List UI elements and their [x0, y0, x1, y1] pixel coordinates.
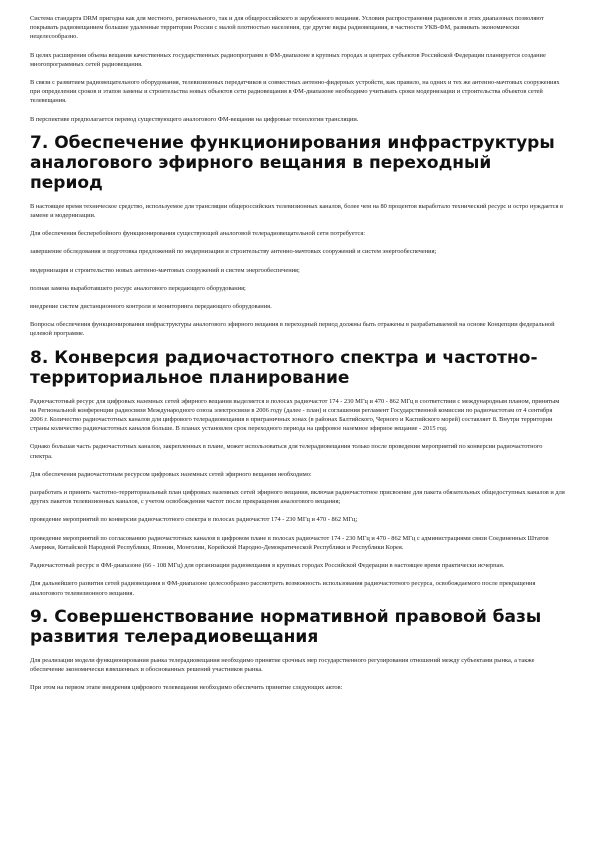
section-8-heading: 8. Конверсия радиочастотного спектра и частотно-территориальное планирование [30, 347, 538, 388]
section-8-paragraph: Однако большая часть радиочастотных каналов, закрепленных в плане, может использоваться для телерадиовещания только после проведения мероприятий по конверсии радиочастотного спектра. [30, 443, 543, 460]
section-7-paragraph: Вопросы обеспечения функционирования инфраструктуры аналогового эфирного вещания в переходный период должны быть отражены в разрабатываемой на основе Концепции федеральной целевой программе. [30, 321, 555, 338]
intro-paragraph: В связи с развитием радиовещательного оборудования, телевизионных передатчиков и совместных антенно-фидерных устройств, как правило, на одних и тех же антенно-мачтовых сооружениях при определении сроков и этапов замены и строительства новых объектов сети радиовещания в ФМ-диапазоне необходимо учитывать сроки модернизации и строительства объектов сетей телевещания. [30, 79, 560, 105]
section-9-paragraph: Для реализации модели функционирования рынка телерадиовещания необходимо принятие срочных мер государственного регулирования отношений между субъектами рынка, а также обеспечение экономически взвешенных и обоснованных решений участников рынка. [30, 656, 535, 673]
section-9-heading: 9. Совершенствование нормативной правовой базы развития телерадиовещания [30, 606, 542, 647]
intro-paragraph: Система стандарта DRM пригодна как для местного, регионального, так и для общероссийского и зарубежного вещания. Условия распространения радиоволн в этих диапазонах позволяют покрывать радиовещанием большие удаленные территории России с малой плотностью населения, где другие виды радиовещания, в частности УКВ-ФМ, развивать экономически нецелесообразно. [30, 15, 544, 41]
section-9-paragraph: При этом на первом этапе внедрения цифрового телевещания необходимо обеспечить принятие следующих актов: [30, 684, 343, 692]
section-8-paragraph: Для обеспечения радиочастотным ресурсом цифровых наземных сетей эфирного вещания необходимо: [30, 470, 312, 478]
intro-paragraph: В перспективе предполагается перевод существующего аналогового ФМ-вещания на цифровые технологии трансляции. [30, 115, 359, 123]
section-8-paragraph: Радиочастотный ресурс для цифровых наземных сетей эфирного вещания выделяется в полосах радиочастот 174 - 230 МГц и 470 - 862 МГц в соответствии с международным планом, принятым на Региональной конференции радиосвязи Международного союза электросвязи в 2006 году (далее - план) и соглашения регламент Государственной комиссии по радиочастотам от 4 сентября 2006 г. Количество радиочастотных каналов для цифрового телерадиовещания в приграничных зонах (в районах Балтийского, Черного и Каспийского морей) составляет 8. Внутри территории страны количество радиочастотных каналов больше. В планах установлен срок переходного периода на цифровое наземное эфирное вещание - 2015 год. [30, 397, 560, 433]
section-7-paragraph: завершение обследования и подготовка предложений по модернизации и строительству антенно-мачтовых сооружений и систем энергообеспечения; [30, 248, 437, 256]
section-7-paragraph: В настоящее время техническое средство, используемое для трансляции общероссийских телевизионных каналов, более чем на 80 процентов выработало технический ресурс и остро нуждается в замене и модернизации. [30, 202, 564, 220]
intro-paragraph: В целях расширения объема вещания качественных государственных радиопрограмм в ФМ-диапазоне в крупных городах и центрах субъектов Российской Федерации планируется создание многопрограммных сетей радиовещания. [30, 51, 546, 68]
section-7-paragraph: полная замена выработавшего ресурс аналогового передающего оборудования; [30, 284, 246, 292]
section-7-paragraph: модернизация и строительство новых антенно-мачтовых сооружений и систем энергообеспечения; [30, 266, 300, 274]
section-7-paragraph: Для обеспечения бесперебойного функционирования существующей аналоговой телерадиовещательной сети потребуется: [30, 230, 366, 238]
section-7-paragraph: внедрение систем дистанционного контроля и мониторинга передающего оборудования. [30, 303, 272, 311]
section-8-paragraph: проведение мероприятий по конверсии радиочастотного спектра в полосах радиочастот 174 - 230 МГц и 470 - 862 МГц; [30, 516, 358, 524]
section-8-paragraph: Радиочастотный ресурс в ФМ-диапазоне (66 - 108 МГц) для организации радиовещания в крупных городах Российской Федерации в настоящее время практически исчерпан. [30, 562, 505, 570]
section-7-heading: 7. Обеспечение функционирования инфраструктуры аналогового эфирного вещания в переходный период [30, 132, 555, 193]
section-8-paragraph: проведение мероприятий по согласованию радиочастотных каналов в цифровом плане в полосах радиочастот 174 - 230 МГц и 470 - 862 МГц с администрациями связи Соединенных Штатов Америки, Китайской Народной Республики, Японии, Монголии, Корейской Народно-Демократической Республики и Республики Корея. [30, 534, 549, 551]
section-8-paragraph: Для дальнейшего развития сетей радиовещания в ФМ-диапазоне целесообразно рассмотреть возможность использования радиочастотного ресурса, освобождаемого после прекращения аналогового телевизионного вещания. [30, 580, 536, 597]
section-8-paragraph: разработать и принять частотно-территориальный план цифровых наземных сетей эфирного вещания, включая радиочастотное присвоение для пакета обязательных общедоступных каналов и для других пакетов телевизионных каналов, с учетом освобождения частот после прекращения аналогового вещания; [30, 489, 565, 506]
